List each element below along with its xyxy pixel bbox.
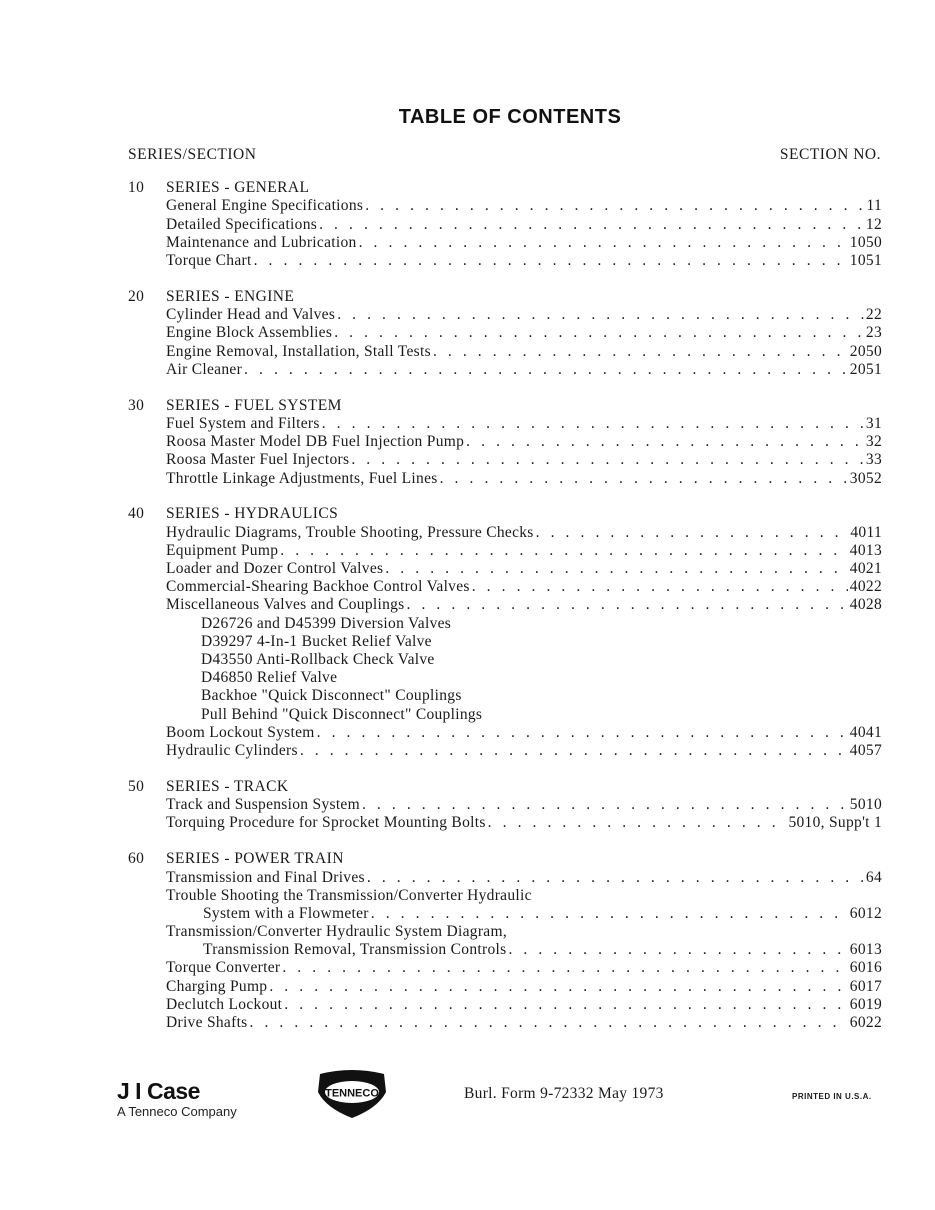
series-number: 50 <box>128 777 145 795</box>
subentry-label: D46850 Relief Valve <box>201 669 338 687</box>
dot-leader <box>472 578 848 596</box>
entry-label: Track and Suspension System <box>166 796 360 814</box>
section-number: 64 <box>865 868 882 886</box>
series-number: 30 <box>128 396 145 414</box>
section-number: 4028 <box>849 596 882 614</box>
subentry-label: D26726 and D45399 Diversion Valves <box>201 614 452 632</box>
toc-subentry[interactable] <box>128 633 882 651</box>
series-heading <box>128 850 882 869</box>
toc-entry-continuation[interactable] <box>128 941 882 959</box>
tenneco-shield-icon <box>312 1068 392 1118</box>
entry-label: General Engine Specifications <box>166 197 364 215</box>
entry-label: Detailed Specifications <box>166 215 318 233</box>
series-number: 40 <box>128 505 145 523</box>
toc-entry-continuation[interactable] <box>128 905 882 923</box>
toc-entry[interactable] <box>128 361 882 379</box>
section-number: 4013 <box>849 541 882 559</box>
entry-label: Equipment Pump <box>166 541 279 559</box>
entry-label: Air Cleaner <box>166 360 243 378</box>
dot-leader <box>322 415 864 433</box>
toc-entry[interactable] <box>128 524 882 542</box>
dot-leader <box>244 361 848 379</box>
company-tagline: A Tenneco Company <box>117 1104 237 1119</box>
toc-entry[interactable] <box>128 796 882 814</box>
series-heading <box>128 778 882 797</box>
series-40 <box>128 505 882 760</box>
company-logo-text: J I Case <box>117 1078 200 1104</box>
series-50 <box>128 778 882 833</box>
section-number: 6017 <box>849 977 882 995</box>
dot-leader <box>351 451 864 469</box>
toc-entry[interactable] <box>128 978 882 996</box>
section-number: 6022 <box>849 1014 882 1032</box>
dot-leader <box>407 596 848 614</box>
section-number: 6016 <box>849 959 882 977</box>
dot-leader <box>269 978 847 996</box>
toc-entry[interactable] <box>128 724 882 742</box>
series-heading <box>128 505 882 524</box>
section-number: 1051 <box>849 252 882 270</box>
section-number: 5010, Supp't 1 <box>788 814 882 832</box>
series-heading <box>128 288 882 307</box>
subentry-label: Backhoe "Quick Disconnect" Couplings <box>201 687 462 705</box>
toc-entry[interactable] <box>128 324 882 342</box>
toc-entry[interactable] <box>128 560 882 578</box>
dot-leader <box>284 996 848 1014</box>
dot-leader <box>250 1014 848 1032</box>
toc-entry[interactable] <box>128 198 882 216</box>
dot-leader <box>280 542 848 560</box>
dot-leader <box>282 959 847 977</box>
entry-label: Transmission/Converter Hydraulic System Diagram, <box>166 923 508 941</box>
series-60 <box>128 850 882 1032</box>
toc-subentry[interactable] <box>128 669 882 687</box>
entry-label: Hydraulic Diagrams, Trouble Shooting, Pressure Checks <box>166 523 534 541</box>
entry-label: Cylinder Head and Valves <box>166 306 336 324</box>
form-number-date: Burl. Form 9-72332 May 1973 <box>464 1085 664 1102</box>
entry-label: Declutch Lockout <box>166 995 283 1013</box>
section-number: 6019 <box>849 995 882 1013</box>
dot-leader <box>300 742 848 760</box>
toc-entry[interactable] <box>128 597 882 615</box>
entry-label: Loader and Dozer Control Valves <box>166 560 384 578</box>
dot-leader <box>362 796 848 814</box>
page-title: TABLE OF CONTENTS <box>398 106 622 128</box>
toc-entry[interactable] <box>128 470 882 488</box>
series-30 <box>128 397 882 488</box>
entry-label-continued: Transmission Removal, Transmission Controls <box>203 941 507 959</box>
section-number: 2051 <box>849 360 882 378</box>
dot-leader <box>254 252 848 270</box>
series-title: SERIES - GENERAL <box>166 179 310 196</box>
toc-entry[interactable] <box>128 451 882 469</box>
toc-entry[interactable] <box>128 996 882 1014</box>
dot-leader <box>365 197 864 215</box>
entry-label: Roosa Master Fuel Injectors <box>166 451 350 469</box>
section-number: 4057 <box>849 741 882 759</box>
entry-label: Miscellaneous Valves and Couplings <box>166 596 405 614</box>
section-number: 4021 <box>849 560 882 578</box>
section-number: 1050 <box>849 233 882 251</box>
series-10 <box>128 179 882 270</box>
toc-entry-first-line[interactable] <box>128 887 882 905</box>
section-number: 31 <box>865 414 882 432</box>
dot-leader <box>367 869 864 887</box>
section-number: 6013 <box>849 941 882 959</box>
entry-label: Engine Block Assemblies <box>166 324 333 342</box>
dot-leader <box>371 905 848 923</box>
column-header-section-no: SECTION NO. <box>779 146 881 163</box>
toc-entry[interactable] <box>128 343 882 361</box>
dot-leader <box>433 343 848 361</box>
series-title: SERIES - FUEL SYSTEM <box>166 396 342 414</box>
entry-label: Throttle Linkage Adjustments, Fuel Lines <box>166 469 438 487</box>
entry-label: Roosa Master Model DB Fuel Injection Pump <box>166 433 465 451</box>
section-number: 33 <box>865 451 882 469</box>
dot-leader <box>319 216 864 234</box>
section-number: 2050 <box>849 342 882 360</box>
dot-leader <box>337 306 864 324</box>
entry-label: Transmission and Final Drives <box>166 868 365 886</box>
entry-label: Charging Pump <box>166 977 268 995</box>
toc-entry[interactable] <box>128 415 882 433</box>
section-number: 5010 <box>849 796 882 814</box>
toc-subentry[interactable] <box>128 651 882 669</box>
entry-label: Maintenance and Lubrication <box>166 233 357 251</box>
toc-subentry[interactable] <box>128 706 882 724</box>
toc-entry[interactable] <box>128 252 882 270</box>
toc-entry[interactable] <box>128 433 882 451</box>
toc-entry[interactable] <box>128 542 882 560</box>
toc-entry[interactable] <box>128 960 882 978</box>
dot-leader <box>508 941 847 959</box>
toc-entry[interactable] <box>128 578 882 596</box>
subentry-label: D43550 Anti-Rollback Check Valve <box>201 651 435 669</box>
subentry-label: D39297 4-In-1 Bucket Relief Valve <box>201 632 432 650</box>
page-footer <box>0 1078 935 1128</box>
entry-label: Trouble Shooting the Transmission/Converter Hydraulic <box>166 886 532 904</box>
dot-leader <box>536 524 849 542</box>
dot-leader <box>466 433 864 451</box>
series-number: 20 <box>128 287 145 305</box>
entry-label: Commercial-Shearing Backhoe Control Valves <box>166 578 470 596</box>
entry-label: Fuel System and Filters <box>166 414 320 432</box>
toc-entry[interactable] <box>128 216 882 234</box>
toc-entry[interactable] <box>128 742 882 760</box>
section-number: 6012 <box>849 904 882 922</box>
dot-leader <box>359 234 848 252</box>
entry-label: Torquing Procedure for Sprocket Mounting Bolts <box>166 814 486 832</box>
entry-label: Hydraulic Cylinders <box>166 741 298 759</box>
toc-entry[interactable] <box>128 234 882 252</box>
series-title: SERIES - HYDRAULICS <box>166 505 339 523</box>
dot-leader <box>334 324 864 342</box>
toc-entry-first-line[interactable] <box>128 923 882 941</box>
entry-label: Torque Converter <box>166 959 281 977</box>
toc-subentry[interactable] <box>128 687 882 705</box>
tenneco-logo-text: TENNECO <box>325 1087 379 1100</box>
section-number: 3052 <box>849 469 882 487</box>
series-heading <box>128 179 882 198</box>
entry-label: Torque Chart <box>166 252 252 270</box>
entry-label: Drive Shafts <box>166 1014 248 1032</box>
series-number: 60 <box>128 850 145 868</box>
section-number: 22 <box>865 306 882 324</box>
series-title: SERIES - POWER TRAIN <box>166 850 344 868</box>
section-number: 11 <box>866 197 882 215</box>
toc-entry[interactable] <box>128 1014 882 1032</box>
section-number: 4041 <box>849 723 882 741</box>
toc-entry[interactable] <box>128 306 882 324</box>
printed-in-usa: PRINTED IN U.S.A. <box>792 1092 872 1101</box>
series-title: SERIES - ENGINE <box>166 287 295 305</box>
section-number: 4011 <box>850 523 882 541</box>
dot-leader <box>440 470 848 488</box>
table-of-contents <box>128 179 882 1050</box>
section-number: 23 <box>865 324 882 342</box>
series-title: SERIES - TRACK <box>166 777 289 795</box>
series-20 <box>128 288 882 379</box>
section-number: 4022 <box>849 578 882 596</box>
toc-entry[interactable] <box>128 814 882 832</box>
series-heading <box>128 397 882 416</box>
subentry-label: Pull Behind "Quick Disconnect" Couplings <box>201 705 483 723</box>
toc-entry[interactable] <box>128 869 882 887</box>
toc-subentry[interactable] <box>128 615 882 633</box>
entry-label: Boom Lockout System <box>166 723 315 741</box>
section-number: 12 <box>865 215 882 233</box>
column-header-series-section: SERIES/SECTION <box>128 146 257 163</box>
entry-label-continued: System with a Flowmeter <box>203 904 369 922</box>
entry-label: Engine Removal, Installation, Stall Tests <box>166 342 431 360</box>
dot-leader <box>488 814 787 832</box>
section-number: 32 <box>865 433 882 451</box>
series-number: 10 <box>128 179 145 196</box>
dot-leader <box>317 724 848 742</box>
dot-leader <box>385 560 847 578</box>
